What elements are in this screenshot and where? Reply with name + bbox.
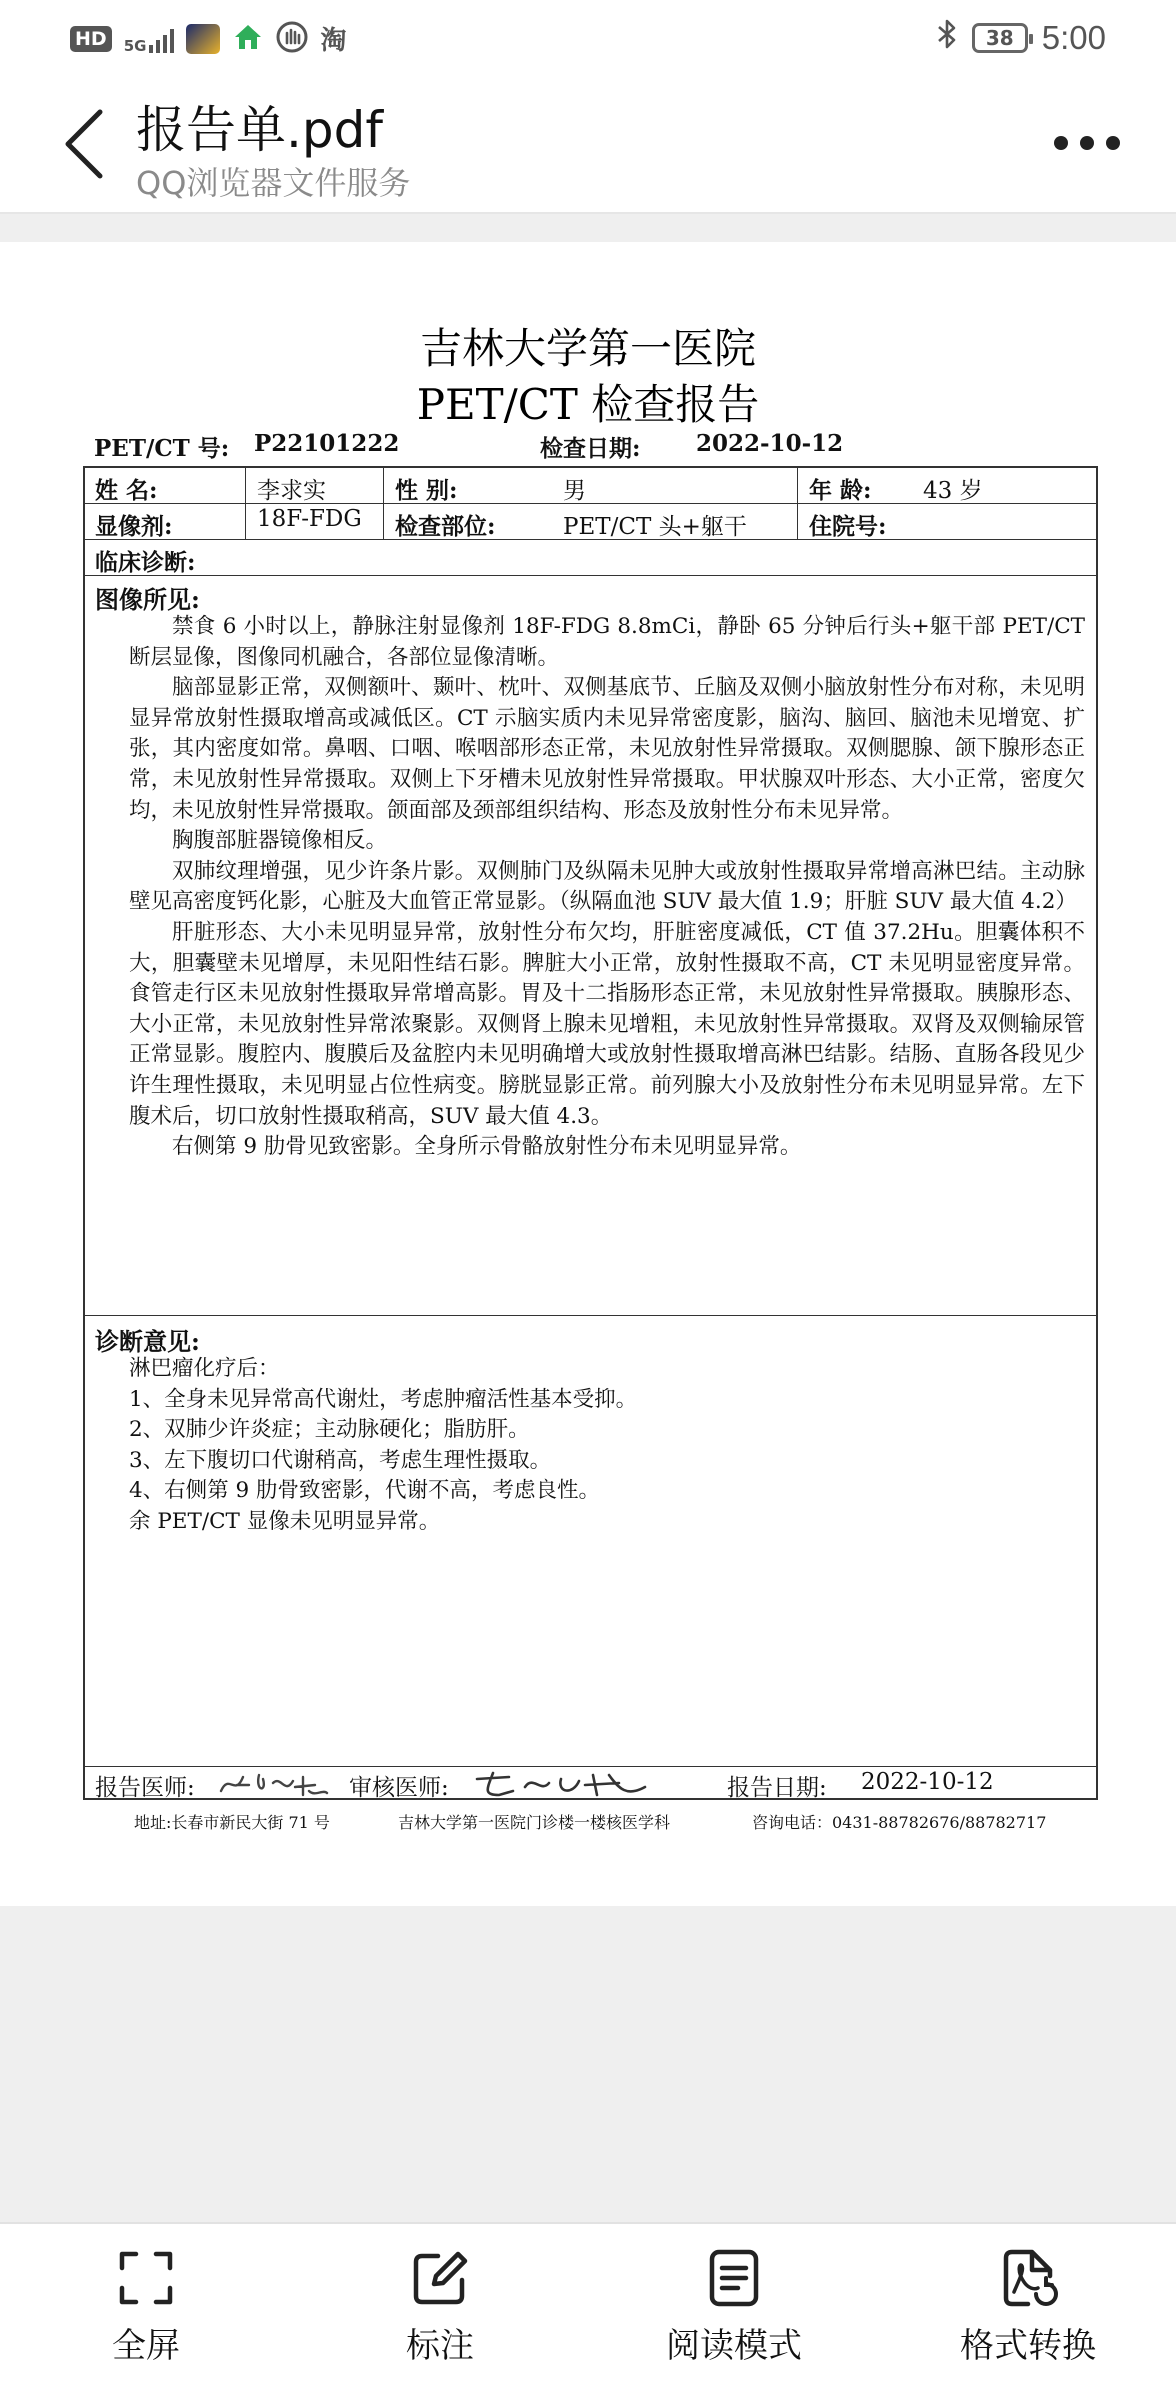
fullscreen-label: 全屏 xyxy=(112,2326,180,2366)
document-title: 报告单.pdf xyxy=(136,101,383,159)
sex-label: 性 别: xyxy=(395,477,458,504)
status-bar xyxy=(0,0,1176,72)
petct-no: P22101222 xyxy=(254,430,400,457)
pdf-page xyxy=(0,242,1176,1906)
fullscreen-icon xyxy=(116,2248,176,2308)
exam-row xyxy=(85,504,1096,540)
reviewing-doctor-label: 审核医师: xyxy=(349,1775,449,1801)
back-icon[interactable] xyxy=(48,102,118,186)
reading-mode-label: 阅读模式 xyxy=(666,2326,802,2366)
fullscreen-button[interactable] xyxy=(46,2248,246,2367)
report-date: 2022-10-12 xyxy=(861,1769,994,1795)
taobao-app-icon: 淘 xyxy=(320,26,347,56)
diagnosis-line: 3、左下腹切口代谢稍高，考虑生理性摄取。 xyxy=(129,1447,552,1473)
report-table xyxy=(83,466,1098,1800)
report-date-label: 报告日期: xyxy=(727,1775,827,1801)
more-options-icon[interactable] xyxy=(1054,128,1120,158)
findings-paragraph: 脑部显影正常，双侧额叶、颞叶、枕叶、双侧基底节、丘脑及双侧小脑放射性分布对称，未见明显异常放射性摄取增高或减低区。CT 示脑实质内未见异常密度影，脑沟、脑回、脑池未见增宽、扩张，其内密度如常。鼻咽、口咽、喉咽部形态正常，未见放射性异常摄取。双侧腮腺、颌下腺形态正常，未见放射性异常摄取。双侧上下牙槽未见放射性异常摄取。甲状腺双叶形态、大小正常，密度欠均，未见放射性异常摄取。颌面部及颈部组织结构、形态及放射性分布未见异常。 xyxy=(129,675,1085,823)
home-app-icon xyxy=(232,22,264,56)
document-text-icon xyxy=(704,2248,764,2308)
diagnosis-line: 1、全身未见异常高代谢灶，考虑肿瘤活性基本受抑。 xyxy=(129,1386,638,1412)
clinical-dx-label: 临床诊断: xyxy=(95,549,196,576)
patient-row xyxy=(85,468,1096,504)
exam-site: PET/CT 头+躯干 xyxy=(563,514,747,540)
battery-icon: 38 xyxy=(972,23,1028,53)
diagnosis-text xyxy=(129,1354,1069,1538)
footer-phone: 咨询电话：0431-88782676/88782717 xyxy=(752,1813,1047,1832)
game-app-icon xyxy=(186,24,220,54)
hospital-name: 吉林大学第一医院 xyxy=(419,324,756,373)
bluetooth-icon xyxy=(936,18,958,58)
diagnosis-label: 诊断意见: xyxy=(95,1327,200,1356)
petct-no-label: PET/CT 号: xyxy=(94,435,230,462)
reporting-doctor-signature xyxy=(215,1769,335,1799)
title-bar xyxy=(0,72,1176,214)
edit-icon xyxy=(410,2248,470,2308)
diagnosis-line: 2、双肺少许炎症；主动脉硬化；脂肪肝。 xyxy=(129,1417,530,1443)
findings-paragraph: 双肺纹理增强，见少许条片影。双侧肺门及纵隔未见肿大或放射性摄取异常增高淋巴结。主动脉壁见高密度钙化影，心脏及大血管正常显影。（纵隔血池 SUV 最大值 1.9；肝脏 SUV 最大值 4.2） xyxy=(129,858,1085,915)
diagnosis-line: 4、右侧第 9 肋骨致密影，代谢不高，考虑良性。 xyxy=(129,1478,601,1504)
tracer-value: 18F-FDG xyxy=(257,506,362,532)
network-type-label: 5G xyxy=(123,36,147,55)
document-viewer[interactable] xyxy=(0,214,1176,2222)
pdf-convert-icon xyxy=(998,2248,1058,2308)
findings-text xyxy=(129,612,1085,1163)
patient-name: 李求实 xyxy=(257,478,326,504)
findings-paragraph: 右侧第 9 肋骨见致密影。全身所示骨骼放射性分布未见明显异常。 xyxy=(172,1134,802,1160)
clock: 5:00 xyxy=(1041,19,1106,56)
bottom-toolbar xyxy=(0,2222,1176,2400)
signature-row xyxy=(85,1766,1096,1800)
format-convert-label: 格式转换 xyxy=(960,2326,1096,2366)
diagnosis-line: 淋巴瘤化疗后： xyxy=(129,1356,280,1381)
age-label: 年 龄: xyxy=(809,477,872,504)
reporting-doctor-label: 报告医师: xyxy=(95,1775,195,1801)
patient-age: 43 岁 xyxy=(923,478,983,504)
signal-icon xyxy=(124,25,175,53)
reviewing-doctor-signature xyxy=(469,1769,659,1799)
report-meta xyxy=(94,430,1098,464)
exam-date: 2022-10-12 xyxy=(696,430,844,457)
format-convert-button[interactable] xyxy=(928,2248,1128,2367)
inpatient-label: 住院号: xyxy=(809,513,887,540)
hand-app-icon xyxy=(276,21,308,57)
footer-address: 地址:长春市新民大街 71 号 xyxy=(134,1813,330,1832)
findings-label: 图像所见: xyxy=(95,585,200,614)
reading-mode-button[interactable] xyxy=(634,2248,834,2367)
exam-date-label: 检查日期: xyxy=(540,435,641,462)
diagnosis-line: 余 PET/CT 显像未见明显异常。 xyxy=(129,1508,441,1534)
report-heading: PET/CT 检查报告 xyxy=(416,380,760,429)
footer-department: 吉林大学第一医院门诊楼一楼核医学科 xyxy=(398,1813,671,1832)
clinical-dx-row xyxy=(85,540,1096,576)
findings-paragraph: 禁食 6 小时以上，静脉注射显像剂 18F-FDG 8.8mCi，静卧 65 分钟后行头+躯干部 PET/CT 断层显像，图像同机融合，各部位显像清晰。 xyxy=(129,614,1085,670)
document-subtitle: QQ浏览器文件服务 xyxy=(136,164,411,202)
annotate-button[interactable] xyxy=(340,2248,540,2367)
findings-paragraph: 胸腹部脏器镜像相反。 xyxy=(172,828,388,854)
name-label: 姓 名: xyxy=(95,477,158,504)
annotate-label: 标注 xyxy=(406,2326,474,2366)
exam-site-label: 检查部位: xyxy=(395,513,496,540)
hd-badge: HD xyxy=(70,26,112,52)
tracer-label: 显像剂: xyxy=(95,513,173,540)
patient-sex: 男 xyxy=(563,478,586,504)
findings-paragraph: 肝脏形态、大小未见明显异常，放射性分布欠均，肝脏密度减低，CT 值 37.2Hu。胆囊体积不大，胆囊壁未见增厚，未见阳性结石影。脾脏大小正常，放射性摄取不高，CT 未见明显密度异常。食管走行区未见放射性摄取异常增高影。胃及十二指肠形态正常，未见放射性异常摄取。胰腺形态、大小正常，未见放射性异常浓聚影。双侧肾上腺未见增粗，未见放射性异常摄取。双肾及双侧输尿管正常显影。腹腔内、腹膜后及盆腔内未见明确增大或放射性摄取增高淋巴结影。结肠、直肠各段见少许生理性摄取，未见明显占位性病变。膀胱显影正常。前列腺大小及放射性分布未见明显异常。左下腹术后，切口放射性摄取稍高，SUV 最大值 4.3。 xyxy=(129,919,1085,1129)
